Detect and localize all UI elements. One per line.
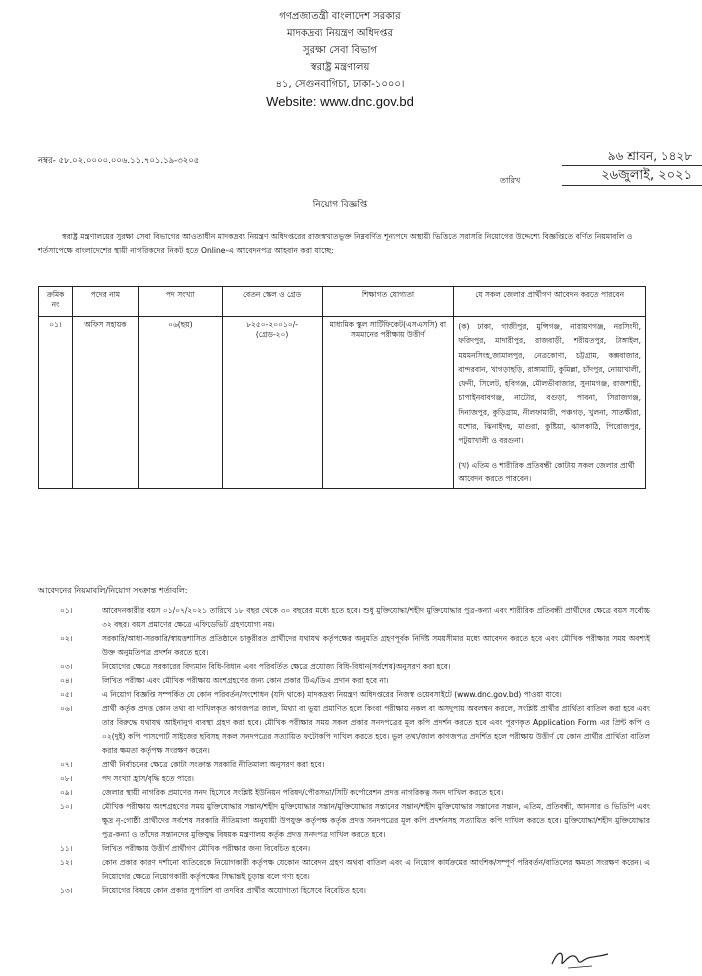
condition-number: ১১।	[60, 844, 73, 853]
condition-text: আবেদনকারীর বয়স ০১/০৭/২০২১ তারিখে ১৮ বছর থেকে ৩০ বছরের মধ্যে হতে হবে। শুধু মুক্তিযোদ্ধা/শহীদ মুক্তিযোদ্ধার পুত্র-কন্যা এবং শারীরিক প্রতিবন্ধী প্রার্থীদের ক্ষেত্রে বয়স সর্বোচ্চ ৩২ বছর। বয়স প্রমাণের ক্ষেত্রে এফিডেভিট গ্রহণযোগ্য নয়।	[102, 606, 650, 629]
date-english: ২৬জুলাই, ২০২১	[562, 168, 702, 186]
condition-number: ০২।	[60, 634, 73, 643]
notice-title: নিয়োগ বিজ্ঞপ্তি	[312, 200, 368, 210]
intro-paragraph: স্বরাষ্ট্র মন্ত্রণালয়ের সুরক্ষা সেবা বিভাগের আওতাধীন মাদকদ্রব্য নিয়ন্ত্রণ অধিদপ্তরের রাজস্বখাতভুক্ত নিম্নবর্ণিত শূন্যপদে অস্থায়ী ভিত্তিতে সরাসরি নিয়োগের উদ্দেশ্যে বিজ্ঞপ্তিতে বর্ণিত নিয়মাবলি ও শর্তসাপেক্ষে বাংলাদেশের স্থায়ী নাগরিকদের নিকট হতে Online-এ আবেদনপত্র আহবান করা যাচ্ছে:	[38, 232, 633, 255]
district-list-a: (ক) ঢাকা, গাজীপুর, মুন্সিগঞ্জ, নারায়ণগঞ্জ, নরসিংদী, ফরিদপুর, মাদারীপুর, রাজবাড়ী, শরীয়তপুর, টাঙ্গাইল, ময়মনসিংহ,জামালপুর, নেত্রকোণা, চট্টগ্রাম, কক্সবাজার, বান্দরবান, খাগড়াছড়ি, রাঙ্গামাটি, কুমিল্লা, চাঁদপুর, নোয়াখালী, ফেনী, সিলেট, হবিগঞ্জ, মৌলভীবাজার, সুনামগঞ্জ, রাজশাহী, চাপাইনবাবগঞ্জ, নাটোর, বগুড়া, পাবনা, সিরাজগঞ্জ, দিনাজপুর, কুড়িগ্রাম, নীলফামারী, পঞ্চগড়, খুলনা, সাতক্ষীরা, যশোর, ঝিনাইদহ, মাগুরা, কুষ্টিয়া, ঝালকাঠি, পিরোজপুর, পটুয়াখালী ও বরগুনা।	[458, 322, 641, 446]
condition-text: প্রার্থী নির্বাচনের ক্ষেত্রে কোটা সংক্রান্ত সরকারি নীতিমালা অনুসরণ করা হবে।	[102, 760, 325, 769]
table-header-row	[39, 287, 646, 317]
condition-text: লিখিত পরীক্ষায় উত্তীর্ণ প্রার্থীগণ মৌখিক পরীক্ষার জন্য বিবেচিত হবেন।	[102, 844, 311, 853]
condition-text: মৌখিক পরীক্ষায় অংশগ্রহণের সময় মুক্তিযোদ্ধার সন্তান/শহীদ মুক্তিযোদ্ধার সন্তান/মুক্তিযোদ্ধার সন্তানের সন্তান/শহীদ মুক্তিযোদ্ধার সন্তানের সন্তান, এতিম, প্রতিবন্ধী, আনসার ও ভিডিপি এবং ক্ষুদ্র নৃ-গোষ্ঠী প্রার্থীদের সর্বশেষ সরকারি নীতিমালা অনুযায়ী উপযুক্ত কর্তৃপক্ষ কর্তৃক প্রদত্ত সনদপত্রের মূল কপি প্রদর্শনসহ সত্যায়িত কপি দাখিল করতে হবে। মুক্তিযোদ্ধা/শহীদ মুক্তিযোদ্ধার পুত্র-কন্যা ও তাঁদের সন্তানদের মুক্তিযুদ্ধ বিষয়ক মন্ত্রণালয় কর্তৃক প্রদত্ত সনদপত্র দাখিল করতে হবে।	[102, 802, 650, 839]
condition-text: লিখিত পরীক্ষা এবং মৌখিক পরীক্ষায় অংশগ্রহণের জন্য কোন প্রকার টিএ/ডিএ প্রদান করা হবে না।	[102, 676, 389, 685]
condition-text: সরকারি/আধা-সরকারি/স্বায়ত্তশাসিত প্রতিষ্ঠানে চাকুরীরত প্রার্থীদের যথাযথ কর্তৃপক্ষের অনুমতি গ্রহণপূর্বক নির্দিষ্ট সময়সীমার মধ্যে আবেদন করতে হবে এবং মৌখিক পরীক্ষার সময় অবশ্যই উক্ত অনুমতিপত্র প্রদর্শন করতে হবে।	[102, 634, 650, 657]
cell-post-name: অফিস সহায়ক	[72, 317, 138, 489]
condition-item	[38, 842, 650, 856]
pay-scale-value: ৮২৫০-২০০১০/-	[246, 320, 298, 329]
header-post-count: পদ সংখ্যা	[138, 287, 222, 317]
header-pay-scale: বেতন স্কেল ও গ্রেড	[222, 287, 322, 317]
grade-value: (গ্রেড-২০)	[255, 329, 289, 339]
date-block	[500, 146, 702, 186]
table-row	[39, 317, 646, 489]
condition-item	[38, 702, 650, 758]
cell-qualification: মাধ্যমিক স্কুল সার্টিফিকেট(এসএসসি) বা সমমানের পরীক্ষায় উত্তীর্ণ	[322, 317, 454, 489]
website-line: Website: www.dnc.gov.bd	[266, 94, 414, 109]
condition-number: ০৩।	[60, 662, 73, 671]
condition-text: নিয়োগের ক্ষেত্রে সরকারের বিদ্যমান বিধি-বিধান এবং পরিবর্তিত ক্ষেত্রে প্রযোজ্য বিধি-বিধান(সর্বশেষ)অনুসরণ করা হবে।	[102, 662, 451, 671]
condition-number: ০৯।	[60, 788, 73, 797]
condition-number: ০১।	[60, 606, 73, 615]
condition-item	[38, 604, 650, 632]
condition-text: কোন প্রকার কারণ দর্শানো ব্যতিরেকে নিয়োগকারী কর্তৃপক্ষ যেকোন আবেদন গ্রহণ অথবা বাতিল এবং এ নিয়োগ কার্যক্রমের আংশিক/সম্পূর্ণ পরিবর্তন/বাতিলের ক্ষমতা সংরক্ষণ করেন। এ নিয়োগের ক্ষেত্রে নিয়োগকারী কর্তৃপক্ষের সিদ্ধান্তই চূড়ান্ত বলে গণ্য হবে।	[102, 858, 650, 881]
condition-number: ০৭।	[60, 760, 73, 769]
date-bangla: ৯৬ শ্রাবন, ১৪২৮	[562, 149, 702, 166]
condition-text: পদ সংখ্যা হ্রাস/বৃদ্ধি হতে পারে।	[102, 774, 194, 783]
memo-number: নম্বর- ৫৮.০২.০০০০.০০৬.১১.৭০১.১৯-৩২০৫	[38, 156, 200, 166]
letterhead	[0, 8, 680, 110]
condition-item	[38, 786, 650, 800]
condition-number: ১০।	[60, 802, 73, 811]
condition-item	[38, 856, 650, 884]
condition-text: নিয়োগের বিষয়ে কোন প্রকার সুপারিশ বা তদবির প্রার্থীর অযোগ্যতা হিসেবে বিবেচিত হবে।	[102, 886, 366, 895]
condition-item	[38, 884, 650, 898]
header-serial: ক্রমিক নং	[39, 287, 73, 317]
cell-pay-scale	[222, 317, 322, 489]
district-list-b: (খ) এতিম ও শারীরিক প্রতিবন্ধী কোটায় সকল জেলার প্রার্থী আবেদন করতে পারবেন।	[458, 460, 635, 483]
condition-item	[38, 688, 650, 702]
condition-item	[38, 674, 650, 688]
header-post-name: পদের নাম	[72, 287, 138, 317]
condition-item	[38, 800, 650, 842]
condition-item	[38, 632, 650, 660]
condition-text: এ নিয়োগ বিজ্ঞপ্তি সম্পর্কিত যে কোন পরিবর্তন/সংশোধন (যদি থাকে) মাদকদ্রব্য নিয়ন্ত্রণ অধিদপ্তরের নিজস্ব ওয়েবসাইটে (www.dnc.gov.bd) পাওয়া যাবে।	[102, 690, 562, 699]
condition-number: ০৬।	[60, 704, 73, 713]
cell-serial: ০১।	[39, 317, 73, 489]
office-address: ৪১, সেগুনবাগিচা, ঢাকা-১০০০।	[275, 79, 405, 90]
condition-item	[38, 772, 650, 786]
condition-number: ০৫।	[60, 690, 73, 699]
division-name: সুরক্ষা সেবা বিভাগ	[303, 45, 377, 56]
condition-number: ০৪।	[60, 676, 73, 685]
header-qualification: শিক্ষাগত যোগ্যতা	[322, 287, 454, 317]
cell-districts	[454, 317, 646, 489]
condition-text: প্রার্থী কর্তৃক প্রদত্ত কোন তথ্য বা দাখিলকৃত কাগজপত্র জাল, মিথ্যা বা ভুয়া প্রমাণিত হলে কিংবা পরীক্ষায় নকল বা অসদুপায় অবলম্বন করলে, সংশ্লিষ্ট প্রার্থীর প্রার্থিতা বাতিল করা হবে এবং তার বিরুদ্ধে যথাযথ আইনানুগ ব্যবস্থা গ্রহণ করা হবে। মৌখিক পরীক্ষার সময় সকল প্রকার সনদপত্রের মূল কপি প্রদর্শন করতে হবে এবং পূরণকৃত Application Form এর প্রিন্ট কপি ও ০২(দুই) কপি পাসপোর্ট সাইজের ছবিসহ সকল সনদপত্রের সত্যায়িত ফটোকপি দাখিল করতে হবে। ভুল তথ্য/জাল কাগজপত্র প্রদর্শিত হলে পরীক্ষায় উত্তীর্ণ যে কোন প্রার্থীর প্রার্থিতা বাতিল করার ক্ষমতা কর্তৃপক্ষ সংরক্ষণ করেন।	[102, 704, 650, 755]
condition-number: ০৮।	[60, 774, 73, 783]
condition-number: ১৩।	[60, 886, 73, 895]
department-name: মাদকদ্রব্য নিয়ন্ত্রণ অধিদপ্তর	[287, 28, 393, 39]
conditions-list	[38, 604, 650, 898]
date-label: তারিখ	[500, 175, 521, 185]
vacancy-table	[38, 286, 646, 489]
header-districts: যে সকল জেলার প্রার্থীগণ আবেদন করতে পারবেন	[454, 287, 646, 317]
condition-item	[38, 660, 650, 674]
condition-item	[38, 758, 650, 772]
cell-post-count: ০৬(ছয়)	[138, 317, 222, 489]
signature-mark	[548, 946, 612, 972]
government-name: গণপ্রজাতন্ত্রী বাংলাদেশ সরকার	[279, 11, 401, 22]
condition-text: জেলার স্থায়ী নাগরিক প্রমাণের সনদ হিসেবে সংশ্লিষ্ট ইউনিয়ন পরিষদ/পৌরসভা/সিটি কর্পোরেশন প্রদত্ত নাগরিকত্ব সনদ দাখিল করতে হবে।	[102, 788, 504, 797]
conditions-title: আবেদনের নিয়মাবলি/নিয়োগ সংক্রান্ত শর্তাবলি:	[38, 586, 188, 595]
ministry-name: স্বরাষ্ট্র মন্ত্রণালয়	[310, 62, 370, 73]
condition-number: ১২।	[60, 858, 73, 867]
